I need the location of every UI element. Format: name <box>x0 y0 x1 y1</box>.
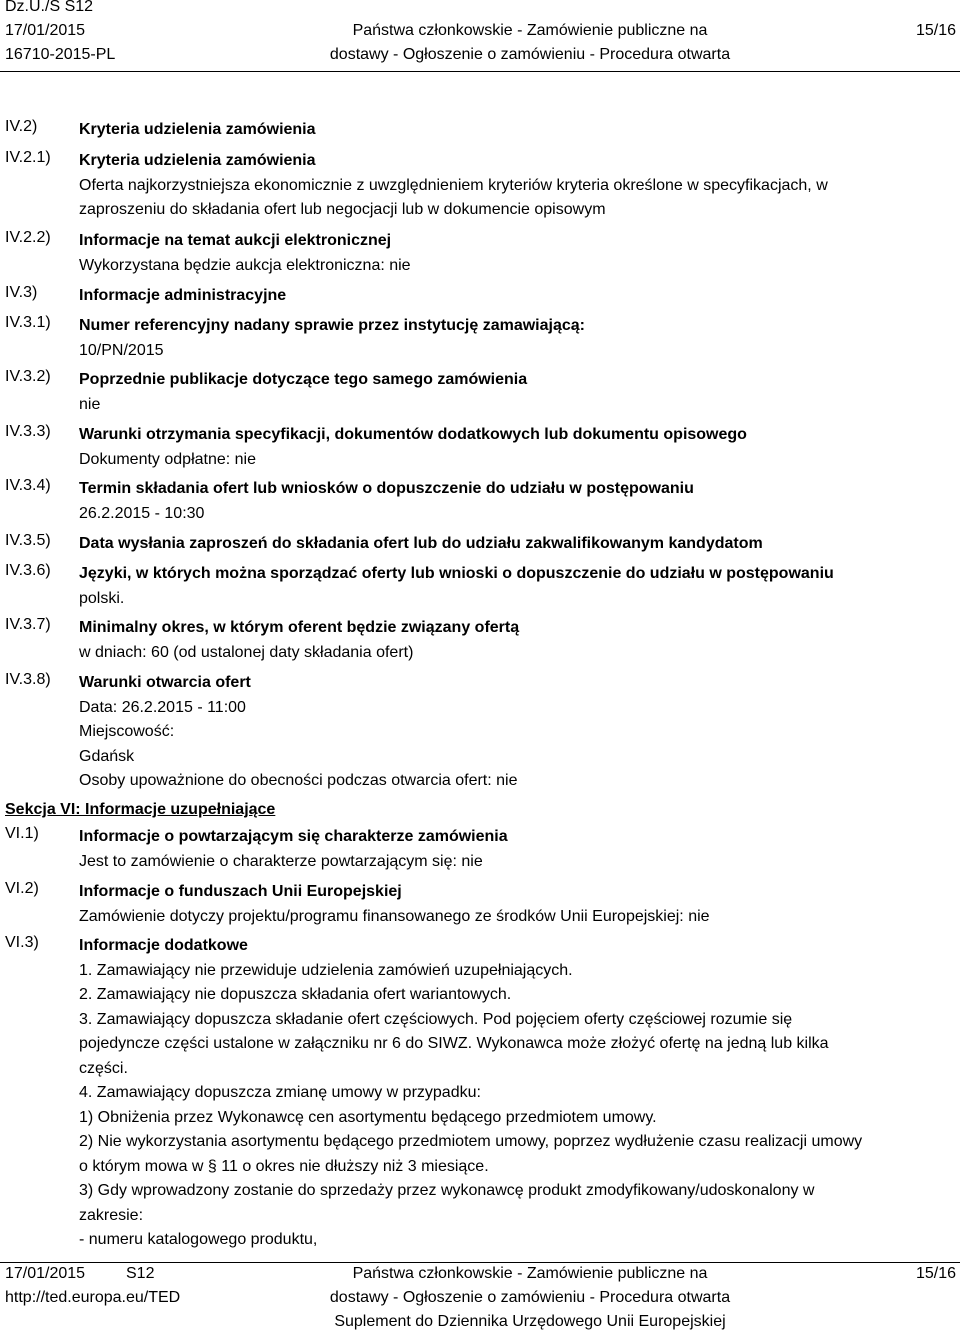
section-content <box>79 314 954 363</box>
section-text: Jest to zamówienie o charakterze powtarzającym się: nie <box>79 852 483 870</box>
section-text: Wykorzystana będzie aukcja elektroniczna: nie <box>79 256 411 274</box>
section-number: IV.3.5) <box>5 532 51 549</box>
section-number: IV.2.1) <box>5 149 51 166</box>
section-text: o którym mowa w § 11 o okres nie dłuższy niż 3 miesiące. <box>79 1157 489 1175</box>
section-content <box>79 532 954 557</box>
footer-title-line1: Państwa członkowskie - Zamówienie publiczne na <box>352 1265 708 1282</box>
section-text: Dokumenty odpłatne: nie <box>79 450 256 468</box>
section-number: IV.2.2) <box>5 229 51 246</box>
section-content <box>79 118 954 143</box>
page-footer <box>0 1262 960 1334</box>
section-number: IV.3.8) <box>5 671 51 688</box>
section-number: IV.3.3) <box>5 423 51 440</box>
section-heading: Poprzednie publikacje dotyczące tego samego zamówienia <box>79 371 528 388</box>
footer-title-line3: Suplement do Dziennika Urzędowego Unii Europejskiej <box>334 1313 726 1330</box>
footer-date: 17/01/2015 <box>5 1265 86 1282</box>
section-text: Oferta najkorzystniejsza ekonomicznie z uwzględnieniem kryteriów kryteria określone w specyfikacjach, w <box>79 176 828 194</box>
section-6-title: Sekcja VI: Informacje uzupełniające <box>5 801 276 818</box>
section-text: Osoby upoważnione do obecności podczas otwarcia ofert: nie <box>79 772 518 789</box>
section-text: zaproszeniu do składania ofert lub negocjacji lub w dokumencie opisowym <box>79 201 606 218</box>
section-text: pojedyncze części ustalone w załączniku nr 6 do SIWZ. Wykonawca może złożyć ofertę na jedną lub kilka <box>79 1035 829 1052</box>
footer-series: S12 <box>126 1265 155 1282</box>
section-text: nie <box>79 395 101 413</box>
footer-url[interactable]: http://ted.europa.eu/TED <box>5 1289 181 1306</box>
section-number: IV.3.6) <box>5 562 51 579</box>
section-number: IV.3.7) <box>5 616 51 633</box>
header-page-number: 15/16 <box>915 22 956 39</box>
section-content <box>79 562 954 611</box>
section-text: 2. Zamawiający nie dopuszcza składania ofert wariantowych. <box>79 986 512 1003</box>
section-text: Miejscowość: <box>79 723 175 740</box>
section-heading: Informacje dodatkowe <box>79 937 248 954</box>
section-text: części. <box>79 1059 128 1077</box>
header-journal: Dz.U./S S12 <box>5 0 94 15</box>
section-heading: Informacje o funduszach Unii Europejskiej <box>79 883 402 900</box>
section-text: Zamówienie dotyczy projektu/programu finansowanego ze środków Unii Europejskiej: nie <box>79 907 710 925</box>
section-content <box>79 149 954 223</box>
section-heading: Informacje administracyjne <box>79 287 287 304</box>
section-text: 2) Nie wykorzystania asortymentu będącego przedmiotem umowy, poprzez wydłużenie czasu realizacji umowy <box>79 1133 863 1150</box>
section-text: 4. Zamawiający dopuszcza zmianę umowy w przypadku: <box>79 1084 481 1101</box>
section-number: IV.3.1) <box>5 314 51 331</box>
section-number: VI.3) <box>5 934 39 951</box>
section-heading: Warunki otwarcia ofert <box>79 674 251 691</box>
section-content <box>79 880 954 929</box>
section-content <box>79 934 954 1253</box>
section-text: polski. <box>79 589 125 607</box>
section-content <box>79 368 954 417</box>
section-number: IV.3.2) <box>5 368 51 385</box>
section-text: Gdańsk <box>79 747 135 765</box>
section-number: VI.1) <box>5 825 39 842</box>
section-text: 1. Zamawiający nie przewiduje udzielenia zamówień uzupełniających. <box>79 961 573 979</box>
page-header <box>0 0 960 74</box>
footer-page-number: 15/16 <box>915 1265 956 1282</box>
header-date: 17/01/2015 <box>5 22 86 39</box>
section-content <box>79 671 954 794</box>
section-heading: Kryteria udzielenia zamówienia <box>79 121 316 138</box>
header-doc-id: 16710-2015-PL <box>5 46 116 63</box>
section-text: zakresie: <box>79 1206 144 1224</box>
section-heading: Warunki otrzymania specyfikacji, dokumentów dodatkowych lub dokumentu opisowego <box>79 426 747 443</box>
section-text: Data: 26.2.2015 - 11:00 <box>79 698 246 716</box>
footer-divider <box>0 1262 960 1263</box>
section-heading: Języki, w których można sporządzać oferty lub wnioski o dopuszczenie do udziału w postępowaniu <box>79 565 834 582</box>
section-content <box>79 477 954 526</box>
section-number: VI.2) <box>5 880 39 897</box>
section-heading: Informacje na temat aukcji elektronicznej <box>79 232 392 249</box>
section-text: 1) Obniżenia przez Wykonawcę cen asortymentu będącego przedmiotem umowy. <box>79 1108 657 1126</box>
section-text: 3) Gdy wprowadzony zostanie do sprzedaży przez wykonawcę produkt zmodyfikowany/udoskonalony w <box>79 1182 815 1199</box>
section-content <box>79 423 954 472</box>
section-text: 3. Zamawiający dopuszcza składanie ofert częściowych. Pod pojęciem oferty częściowej rozumie się <box>79 1010 793 1028</box>
section-heading: Kryteria udzielenia zamówienia <box>79 152 316 169</box>
section-text: - numeru katalogowego produktu, <box>79 1231 318 1248</box>
section-content <box>79 284 954 309</box>
section-number: IV.3.4) <box>5 477 51 494</box>
header-title-line2: dostawy - Ogłoszenie o zamówieniu - Procedura otwarta <box>329 46 731 63</box>
section-heading: Minimalny okres, w którym oferent będzie związany ofertą <box>79 619 520 636</box>
section-text: 10/PN/2015 <box>79 341 164 359</box>
section-content <box>79 825 954 874</box>
header-title-line1: Państwa członkowskie - Zamówienie publiczne na <box>352 22 708 39</box>
section-heading: Data wysłania zaproszeń do składania ofert lub do udziału zakwalifikowanym kandydatom <box>79 535 763 552</box>
section-text: w dniach: 60 (od ustalonej daty składania ofert) <box>79 643 414 661</box>
section-heading: Termin składania ofert lub wniosków o dopuszczenie do udziału w postępowaniu <box>79 480 694 497</box>
section-heading: Informacje o powtarzającym się charakterze zamówienia <box>79 828 508 845</box>
footer-title-line2: dostawy - Ogłoszenie o zamówieniu - Procedura otwarta <box>329 1289 731 1306</box>
section-content <box>79 229 954 278</box>
section-text: 26.2.2015 - 10:30 <box>79 504 205 522</box>
section-heading: Numer referencyjny nadany sprawie przez instytucję zamawiającą: <box>79 317 585 334</box>
section-content <box>79 616 954 665</box>
header-divider <box>0 71 960 72</box>
section-number: IV.3) <box>5 284 38 301</box>
section-number: IV.2) <box>5 118 38 135</box>
